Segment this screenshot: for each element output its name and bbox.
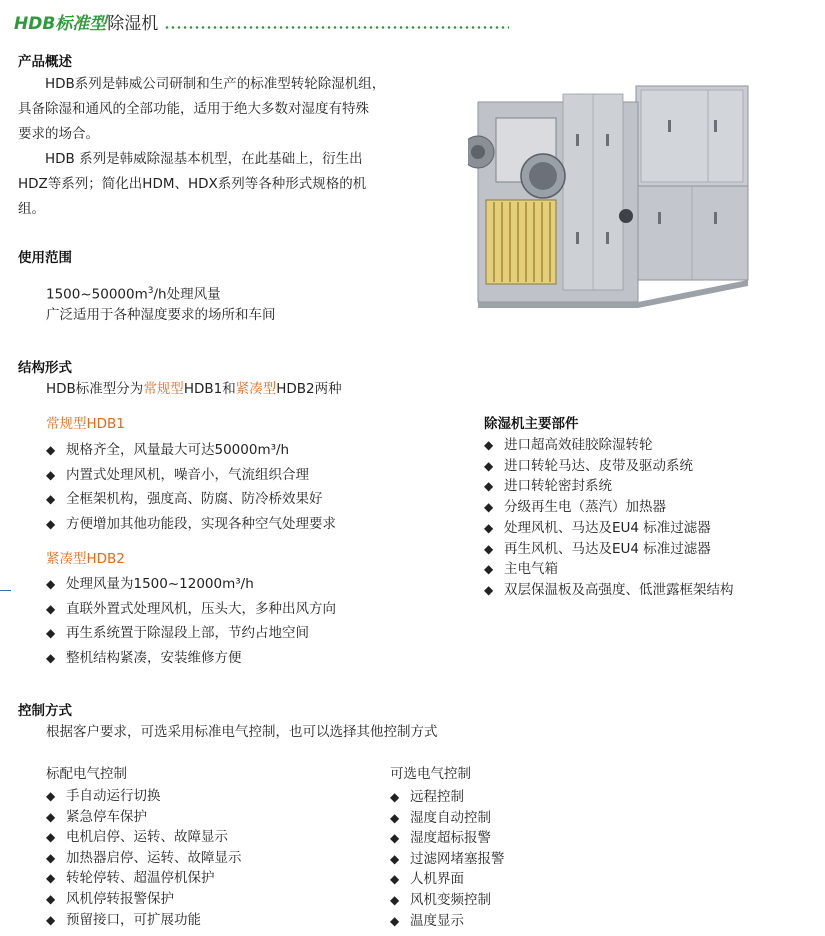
list-item: [46, 827, 242, 848]
list-item: [46, 868, 242, 889]
component-item: 主电气箱: [504, 561, 558, 578]
structure-intro-compact: 紧凑型: [235, 381, 277, 397]
list-item: [484, 580, 734, 601]
structure-intro-e: HDB2两种: [276, 381, 342, 397]
standard-item: 预留接口，可扩展功能: [66, 911, 201, 928]
standard-control-list: [46, 786, 242, 930]
hdb1-item: 方便增加其他功能段，实现各种空气处理要求: [66, 515, 336, 532]
optional-item: 人机界面: [410, 871, 464, 888]
bullet-icon: ◆: [46, 492, 56, 506]
list-item: [484, 497, 734, 518]
list-item: [390, 849, 505, 870]
bullet-icon: ◆: [390, 790, 400, 804]
control-intro: 根据客户要求，可选采用标准电气控制，也可以选择其他控制方式: [46, 724, 438, 740]
list-item: [46, 646, 336, 671]
list-item: [390, 869, 505, 890]
component-item: 进口超高效硅胶除湿转轮: [504, 437, 653, 453]
overview-line: HDZ等系列；简化出HDM、HDX系列等各种形式规格的机: [18, 176, 367, 192]
overview-line: 要求的场合。: [18, 126, 99, 142]
list-item: [46, 597, 336, 622]
list-item: [484, 456, 734, 477]
component-item: 进口转轮马达、皮带及驱动系统: [504, 457, 693, 474]
components-heading: 除湿机主要部件: [484, 416, 579, 432]
hdb1-list: [46, 438, 336, 536]
structure-intro-a: HDB标准型分为: [46, 381, 144, 397]
list-item: [46, 910, 242, 931]
overview-line: 组。: [18, 201, 45, 217]
optional-item: 温度显示: [410, 912, 464, 929]
optional-control-list: [390, 787, 505, 931]
bullet-icon: ◆: [390, 851, 400, 866]
list-item: [46, 572, 336, 597]
standard-item: 手自动运行切换: [66, 788, 161, 804]
usage-scope: 广泛适用于各种湿度要求的场所和车间: [46, 307, 276, 323]
hdb1-item: 内置式处理风机，噪音小，气流组织合理: [66, 466, 309, 483]
list-item: [46, 487, 336, 512]
hdb2-list: [46, 572, 336, 670]
structure-intro-regular: 常规型: [143, 381, 184, 397]
component-item: 双层保温板及高强度、低泄露框架结构: [504, 581, 734, 598]
usage-airflow-value: 1500~50000m: [46, 286, 148, 303]
title-model: HDB标准型: [14, 14, 107, 34]
list-item: [46, 848, 242, 869]
list-item: [46, 512, 336, 537]
list-item: [390, 828, 505, 849]
bullet-icon: ◆: [46, 871, 56, 886]
overview-heading: 产品概述: [18, 54, 72, 70]
bullet-icon: ◆: [484, 520, 494, 535]
standard-item: 电机启停、运转、故障显示: [66, 829, 228, 846]
bullet-icon: ◆: [484, 541, 494, 556]
usage-airflow-unit: /h处理风量: [153, 286, 221, 303]
overview-line: HDB系列是韩威公司研制和生产的标准型转轮除湿机组，: [18, 76, 386, 92]
control-heading: 控制方式: [18, 703, 72, 719]
components-list: [484, 435, 734, 601]
standard-item: 转轮停转、超温停机保护: [66, 870, 215, 887]
hdb2-item: 再生系统置于除湿段上部，节约占地空间: [66, 625, 309, 641]
bullet-icon: ◆: [46, 467, 56, 482]
bullet-icon: ◆: [46, 650, 56, 665]
list-item: [46, 621, 336, 646]
bullet-icon: ◆: [46, 626, 56, 640]
bullet-icon: ◆: [390, 913, 400, 928]
structure-intro: [46, 377, 342, 402]
margin-marker: [0, 590, 11, 591]
hdb1-item: 规格齐全，风量最大可达50000m³/h: [66, 442, 290, 458]
list-item: [484, 559, 734, 580]
optional-control-title: 可选电气控制: [390, 766, 471, 782]
bullet-icon: ◆: [390, 831, 400, 846]
usage-heading: 使用范围: [18, 250, 72, 266]
list-item: [46, 786, 242, 807]
list-item: [46, 438, 336, 463]
bullet-icon: ◆: [46, 516, 56, 531]
page-title: [14, 4, 509, 34]
overview-text: [18, 72, 458, 222]
structure-heading: 结构形式: [18, 360, 72, 376]
list-item: [484, 518, 734, 539]
title-dotted-rule: [164, 26, 509, 29]
standard-control-title: 标配电气控制: [46, 766, 127, 782]
optional-item: 湿度自动控制: [410, 809, 491, 826]
component-item: 分级再生电（蒸汽）加热器: [504, 499, 666, 516]
list-item: [46, 807, 242, 828]
bullet-icon: ◆: [484, 479, 494, 494]
hdb1-item: 全框架机构，强度高、防腐、防冷桥效果好: [66, 491, 323, 507]
hdb1-title: 常规型HDB1: [46, 416, 125, 432]
overview-line: HDB 系列是韩威除湿基本机型，在此基础上，衍生出: [18, 151, 363, 167]
list-item: [484, 476, 734, 497]
title-product: 除湿机: [107, 14, 159, 34]
standard-item: 风机停转报警保护: [66, 890, 174, 907]
bullet-icon: ◆: [390, 810, 400, 825]
bullet-icon: ◆: [46, 443, 56, 457]
bullet-icon: ◆: [484, 458, 494, 473]
bullet-icon: ◆: [484, 562, 494, 577]
hdb2-item: 整机结构紧凑，安装维修方便: [66, 649, 242, 666]
bullet-icon: ◆: [46, 891, 56, 906]
overview-line: 具备除湿和通风的全部功能，适用于绝大多数对湿度有特殊: [18, 101, 369, 117]
dehumidifier-unit-image: [468, 82, 760, 324]
component-item: 处理风机、马达及EU4 标准过滤器: [504, 519, 711, 536]
bullet-icon: ◆: [46, 789, 56, 803]
optional-item: 湿度超标报警: [410, 830, 491, 847]
list-item: [390, 911, 505, 932]
bullet-icon: ◆: [46, 912, 56, 927]
bullet-icon: ◆: [390, 892, 400, 907]
list-item: [484, 435, 734, 456]
bullet-icon: ◆: [46, 601, 56, 616]
component-item: 再生风机、马达及EU4 标准过滤器: [504, 540, 711, 557]
bullet-icon: ◆: [484, 500, 494, 515]
bullet-icon: ◆: [484, 438, 494, 452]
list-item: [484, 539, 734, 560]
hdb2-item: 直联外置式处理风机，压头大，多种出风方向: [66, 600, 336, 617]
standard-item: 加热器启停、运转、故障显示: [66, 849, 242, 866]
structure-intro-c: HDB1和: [183, 381, 236, 397]
component-item: 进口转轮密封系统: [504, 478, 612, 495]
bullet-icon: ◆: [46, 809, 56, 824]
standard-item: 紧急停车保护: [66, 808, 147, 825]
optional-item: 过滤网堵塞报警: [410, 850, 505, 867]
list-item: [46, 463, 336, 488]
list-item: [390, 808, 505, 829]
optional-item: 风机变频控制: [410, 891, 491, 908]
bullet-icon: ◆: [46, 830, 56, 845]
bullet-icon: ◆: [484, 582, 494, 597]
hdb2-item: 处理风量为1500~12000m³/h: [66, 576, 254, 592]
bullet-icon: ◆: [46, 577, 56, 591]
bullet-icon: ◆: [390, 872, 400, 887]
optional-item: 远程控制: [410, 789, 464, 805]
list-item: [390, 890, 505, 911]
list-item: [390, 787, 505, 808]
hdb2-title: 紧凑型HDB2: [46, 551, 125, 567]
bullet-icon: ◆: [46, 850, 56, 865]
list-item: [46, 889, 242, 910]
usage-airflow-sup: 3: [147, 286, 154, 296]
